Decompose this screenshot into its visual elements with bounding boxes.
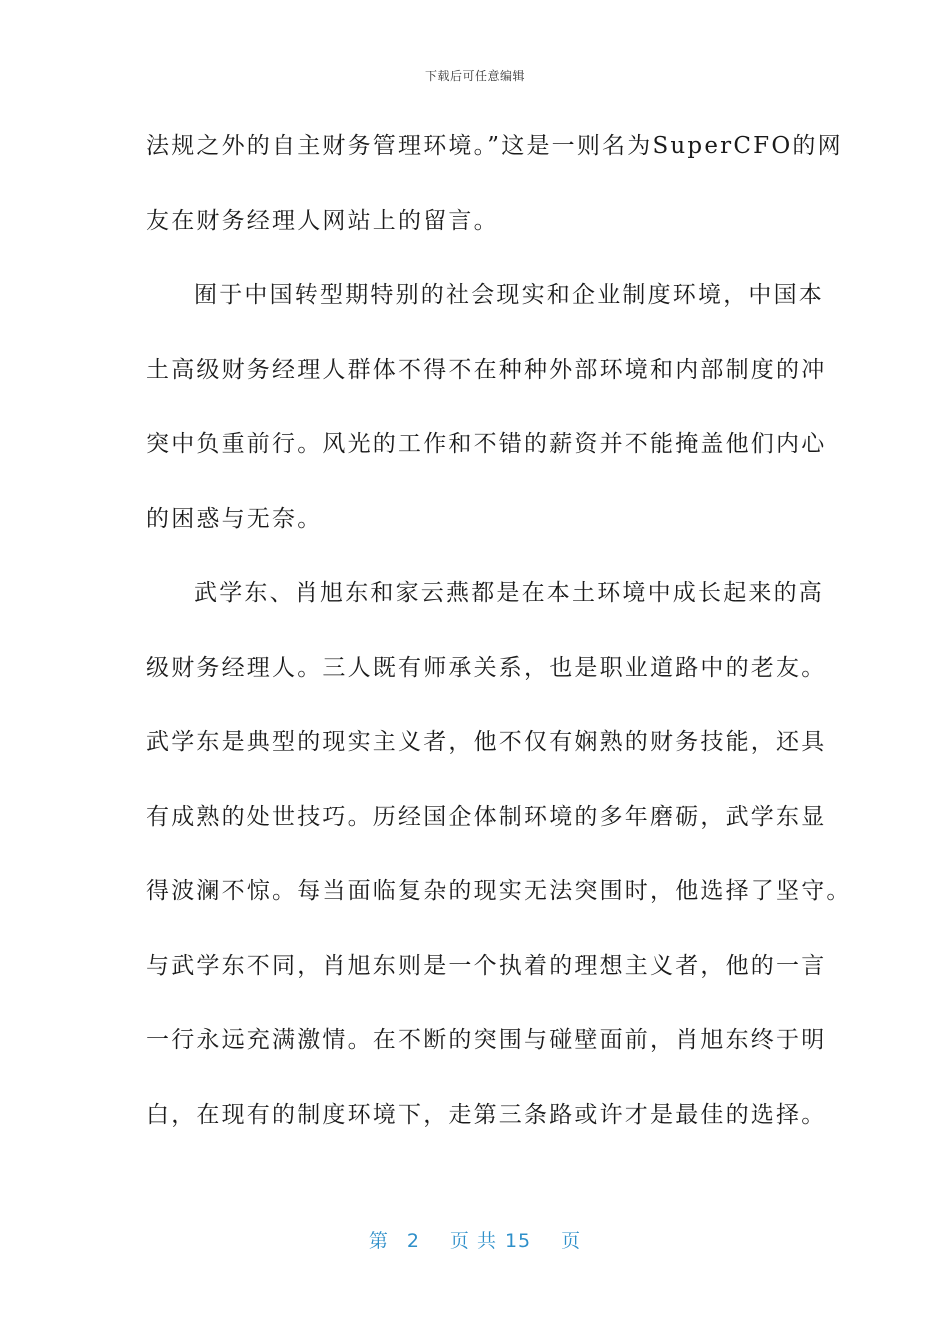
total-pages-number: 15 — [504, 1230, 532, 1252]
body-line: 得波澜不惊。每当面临复杂的现实无法突围时，他选择了坚守。 — [146, 878, 852, 904]
footer-suffix: 页 — [561, 1230, 582, 1252]
body-line: 囿于中国转型期特别的社会现实和企业制度环境，中国本 — [194, 282, 824, 308]
body-line: 级财务经理人。三人既有师承关系，也是职业道路中的老友。 — [146, 654, 827, 681]
document-body — [146, 126, 852, 1169]
body-line: 武学东是典型的现实主义者，他不仅有娴熟的财务技能，还具 — [146, 729, 827, 755]
body-line: 的困惑与无奈。 — [146, 505, 323, 532]
body-line: 突中负重前行。风光的工作和不错的薪资并不能掩盖他们内心 — [146, 431, 827, 457]
body-line: 友在财务经理人网站上的留言。 — [146, 207, 499, 234]
body-line: 武学东、肖旭东和家云燕都是在本土环境中成长起来的高 — [194, 580, 824, 606]
body-line: 一行永远充满激情。在不断的突围与碰壁面前，肖旭东终于明 — [146, 1027, 827, 1053]
footer-prefix: 第 — [368, 1230, 389, 1252]
body-line: 白，在现有的制度环境下，走第三条路或许才是最佳的选择。 — [146, 1101, 827, 1128]
page-footer — [0, 1226, 950, 1253]
body-line: 法规之外的自主财务管理环境。”这是一则名为SuperCFO的网 — [146, 133, 843, 159]
body-line: 与武学东不同，肖旭东则是一个执着的理想主义者，他的一言 — [146, 952, 827, 979]
current-page-number: 2 — [406, 1230, 420, 1252]
footer-middle: 页 共 — [449, 1230, 497, 1252]
body-line: 有成熟的处世技巧。历经国企体制环境的多年磨砺，武学东显 — [146, 803, 827, 830]
page-header: 下载后可任意编辑 — [424, 69, 525, 83]
body-line: 土高级财务经理人群体不得不在种种外部环境和内部制度的冲 — [146, 356, 827, 383]
